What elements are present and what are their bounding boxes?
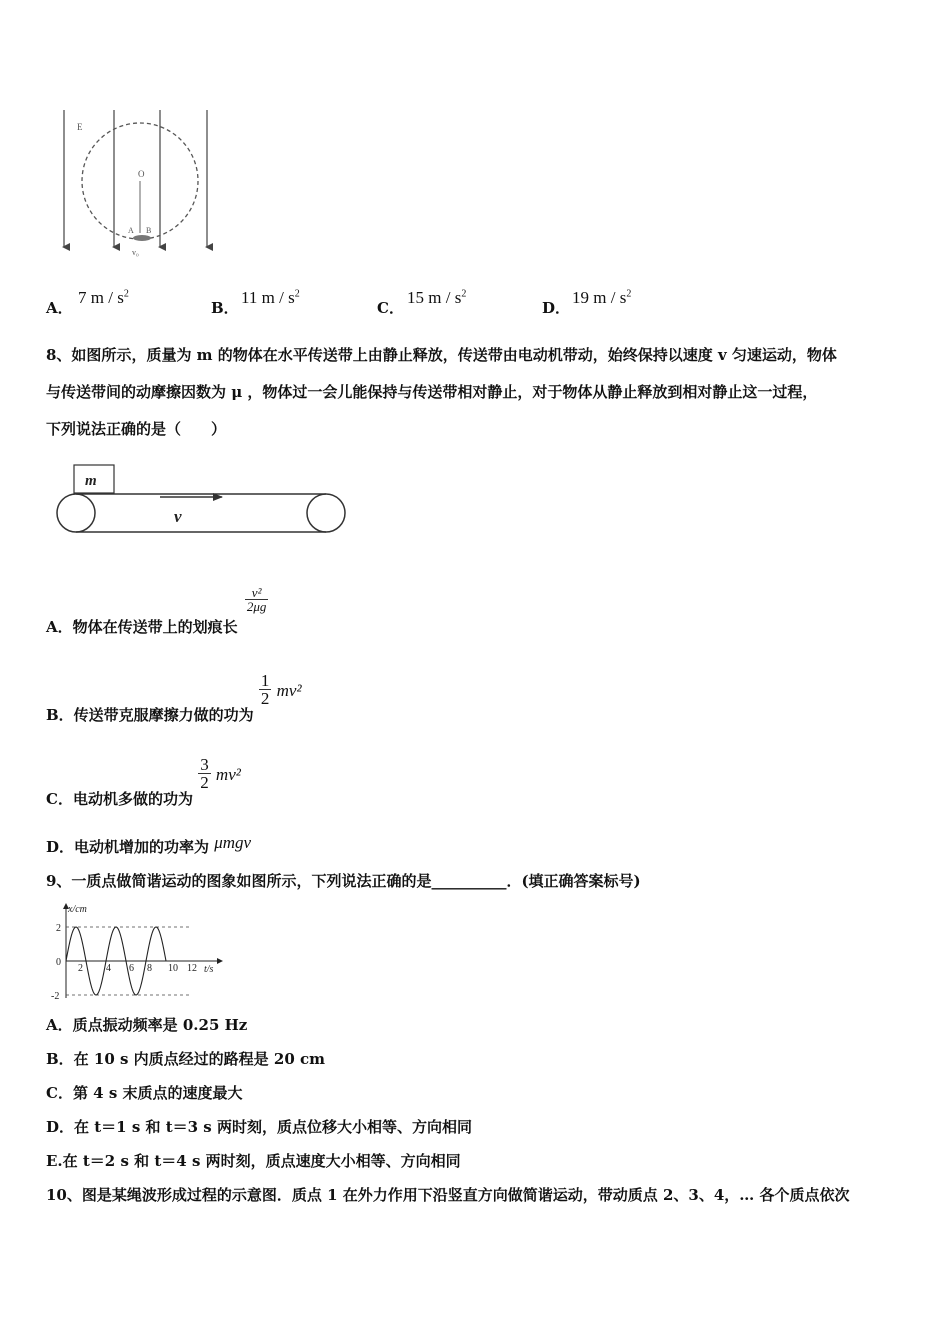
block-label: m (85, 473, 97, 489)
y-axis-label: x/cm (68, 904, 87, 915)
x-axis-label: t/s (204, 964, 214, 975)
formula-tail: mv² (215, 764, 241, 784)
option-letter: A． (46, 299, 73, 317)
q9-option-d: D．在 t＝1 s 和 t＝3 s 两时刻，质点位移大小相等、方向相同 (46, 1118, 472, 1136)
option-letter: D． (542, 299, 571, 317)
q7-field-figure (52, 105, 222, 265)
q9-option-c: C．第 4 s 末质点的速度最大 (46, 1084, 243, 1102)
option-value: 19 m / s (572, 288, 627, 307)
option-text: D．电动机增加的功率为 (46, 838, 210, 856)
q9-option-e: E.在 t＝2 s 和 t＝4 s 两时刻，质点速度大小相等、方向相同 (46, 1152, 461, 1170)
option-text: C．电动机多做的功为 (46, 789, 193, 808)
x-tick-label: 2 (78, 963, 83, 974)
label-o: O (138, 169, 145, 179)
q9-shm-graph (44, 900, 234, 1004)
q8-stem-line3: 下列说法正确的是（ ） (46, 420, 227, 438)
q9-option-b: B．在 10 s 内质点经过的路程是 20 cm (46, 1050, 325, 1068)
q10-stem-line1: 10、图是某绳波形成过程的示意图．质点 1 在外力作用下沿竖直方向做简谐运动，带动质点 2、3、4，… 各个质点依次 (46, 1186, 850, 1204)
option-value: 11 m / s (241, 288, 295, 307)
label-e: E (77, 122, 83, 132)
q9-option-a: A．质点振动频率是 0.25 Hz (46, 1016, 248, 1034)
label-v0: v₀ (132, 248, 139, 257)
x-tick-label: 10 (168, 963, 178, 974)
option-value: 7 m / s (78, 288, 124, 307)
x-tick-label: 6 (129, 963, 134, 974)
y-tick-label: 0 (56, 957, 61, 968)
q8-stem-line1: 8、如图所示，质量为 m 的物体在水平传送带上由静止释放，传送带由电动机带动，始终保持以速度 v 匀速运动，物体 (46, 346, 837, 364)
fraction: $\frac{1}{2}$ (260, 671, 270, 708)
fraction: $\frac{3}{2}$ (200, 755, 209, 792)
q9-stem: 9、一质点做简谐运动的图象如图所示，下列说法正确的是__________．(填正确答案标号) (46, 872, 641, 890)
y-tick-label: 2 (56, 923, 61, 934)
q8-option-d (46, 833, 252, 856)
q8-option-c (46, 755, 241, 808)
formula-tail: mv² (276, 680, 302, 700)
label-a: A (128, 226, 134, 235)
option-text: A．物体在传送带上的划痕长 (46, 617, 238, 636)
formula-tail: μmgv (214, 833, 252, 852)
option-text: B．传送带克服摩擦力做的功为 (46, 705, 254, 724)
x-tick-label: 4 (106, 963, 111, 974)
q8-conveyor-figure (52, 460, 352, 540)
x-tick-label: 12 (187, 963, 197, 974)
label-b: B (146, 226, 152, 235)
q8-stem-line2: 与传送带间的动摩擦因数为 μ ，物体过一会儿能保持与传送带相对静止，对于物体从静止释放到相对静止这一过程， (46, 383, 818, 401)
fraction: $\frac{\text{v²}}{2\mu g}$ (246, 585, 267, 614)
q8-option-b (46, 671, 302, 724)
q8-option-a (46, 585, 268, 636)
y-tick-label: -2 (51, 991, 60, 1002)
option-letter: C． (377, 299, 404, 317)
option-letter: B． (211, 299, 239, 317)
option-value: 15 m / s (407, 288, 462, 307)
velocity-label: v (174, 507, 182, 526)
x-tick-label: 8 (147, 963, 152, 974)
